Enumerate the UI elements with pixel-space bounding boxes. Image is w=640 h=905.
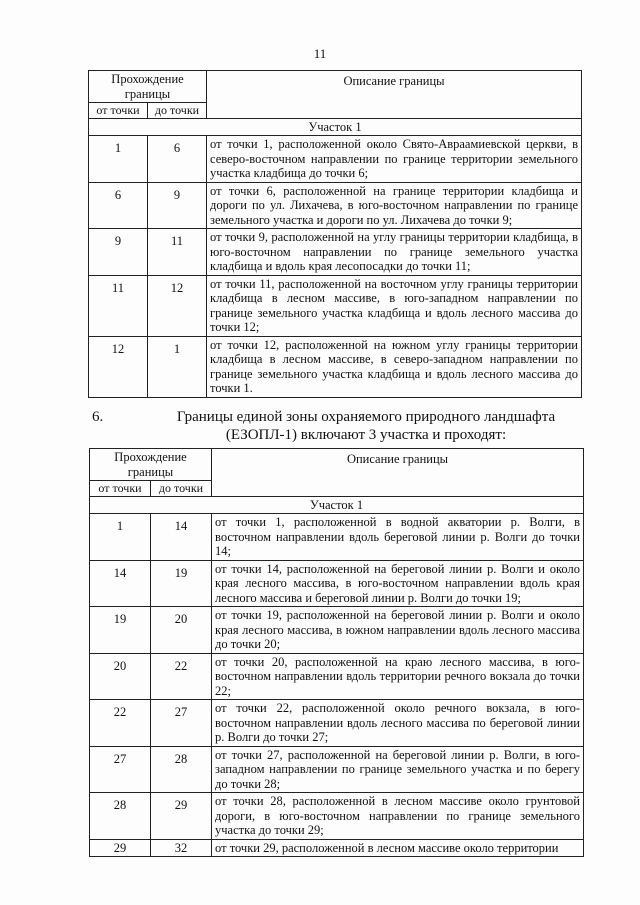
row-description: от точки 14, расположенной на береговой линии р. Волги и около края лесного массива, в юго-восточном направлении вдоль края лесного массива и береговой линии р. Волги до точки 19; [212,560,584,607]
to-point: 29 [151,793,212,840]
table-row [90,746,584,793]
row-description: от точки 29, расположенной в лесном массиве около территории [212,839,584,857]
table-row [89,336,582,397]
header-from: от точки [89,103,148,119]
section-heading [92,408,592,444]
from-point: 29 [90,839,151,857]
table-row [89,182,582,229]
row-description: от точки 12, расположенной на южном углу границы территории кладбища в лесном массиве, в северо-западном направлении по границе земельного участка кладбища и вдоль лесного массива до точки 1. [207,336,582,397]
section-number: 6. [92,409,104,425]
table-row [89,136,582,183]
to-point: 14 [151,514,212,561]
header-to: до точки [148,103,207,119]
from-point: 1 [90,514,151,561]
section-label: Участок 1 [89,118,582,136]
table-row [89,275,582,336]
to-point: 9 [148,182,207,229]
row-description: от точки 19, расположенной на береговой линии р. Волги и около края лесного массива, в южном направлении вдоль лесного массива до точки 20; [212,607,584,654]
table-row [89,229,582,276]
to-point: 12 [148,275,207,336]
header-description: Описание границы [207,71,582,119]
to-point: 1 [148,336,207,397]
from-point: 27 [90,746,151,793]
to-point: 19 [151,560,212,607]
from-point: 12 [89,336,148,397]
row-description: от точки 11, расположенной на восточном углу границы территории кладбища в лесном массиве, в юго-западном направлении по границе земельного участка кладбища и вдоль лесного массива до точки 12; [207,275,582,336]
row-description: от точки 22, расположенной около речного вокзала, в юго-восточном направлении вдоль лесного массива по береговой линии р. Волги до точки 27; [212,700,584,747]
to-point: 6 [148,136,207,183]
row-description: от точки 9, расположенной на углу границы территории кладбища, в юго-восточном направлении по границе земельного участка кладбища и вдоль края лесопосадки до точки 11; [207,229,582,276]
header-to: до точки [151,481,212,497]
row-description: от точки 20, расположенной на краю лесного массива, в юго-восточном направлении вдоль территории речного вокзала до точки 22; [212,653,584,700]
row-description: от точки 6, расположенной на границе территории кладбища и дороги по ул. Лихачева, в юго-восточном направлении по границе земельного участка и дороги по ул. Лихачева до точки 9; [207,182,582,229]
from-point: 11 [89,275,148,336]
from-point: 6 [89,182,148,229]
header-route: Прохождение границы [90,449,212,481]
to-point: 28 [151,746,212,793]
table-row [90,560,584,607]
to-point: 32 [151,839,212,857]
header-route: Прохождение границы [89,71,207,103]
table-row [90,793,584,840]
page-number: 11 [313,46,327,61]
row-description: от точки 27, расположенной на береговой линии р. Волги, в юго-западном направлении по границе земельного участка и по берегу до точки 28; [212,746,584,793]
from-point: 22 [90,700,151,747]
table-row [90,607,584,654]
row-description: от точки 1, расположенной в водной акватории р. Волги, в восточном направлении вдоль береговой линии р. Волги до точки 14; [212,514,584,561]
from-point: 14 [90,560,151,607]
section-label: Участок 1 [90,496,584,514]
from-point: 1 [89,136,148,183]
table-row [90,514,584,561]
boundary-table-1 [88,70,582,398]
to-point: 22 [151,653,212,700]
header-description: Описание границы [212,449,584,497]
from-point: 9 [89,229,148,276]
row-description: от точки 28, расположенной в лесном массиве около грунтовой дороги, в юго-восточном направлении по границе земельного участка до точки 29; [212,793,584,840]
row-description: от точки 1, расположенной около Свято-Авраамиевской церкви, в северо-восточном направлении по границе территории земельного участка кладбища до точки 6; [207,136,582,183]
from-point: 28 [90,793,151,840]
from-point: 20 [90,653,151,700]
from-point: 19 [90,607,151,654]
header-from: от точки [90,481,151,497]
table-row [90,839,584,857]
to-point: 11 [148,229,207,276]
table-row [90,653,584,700]
to-point: 27 [151,700,212,747]
boundary-table-2 [89,448,584,857]
table-row [90,700,584,747]
to-point: 20 [151,607,212,654]
section-title: Границы единой зоны охраняемого природного ландшафта (ЕЗОПЛ-1) включают 3 участка и проходят: [176,409,556,443]
